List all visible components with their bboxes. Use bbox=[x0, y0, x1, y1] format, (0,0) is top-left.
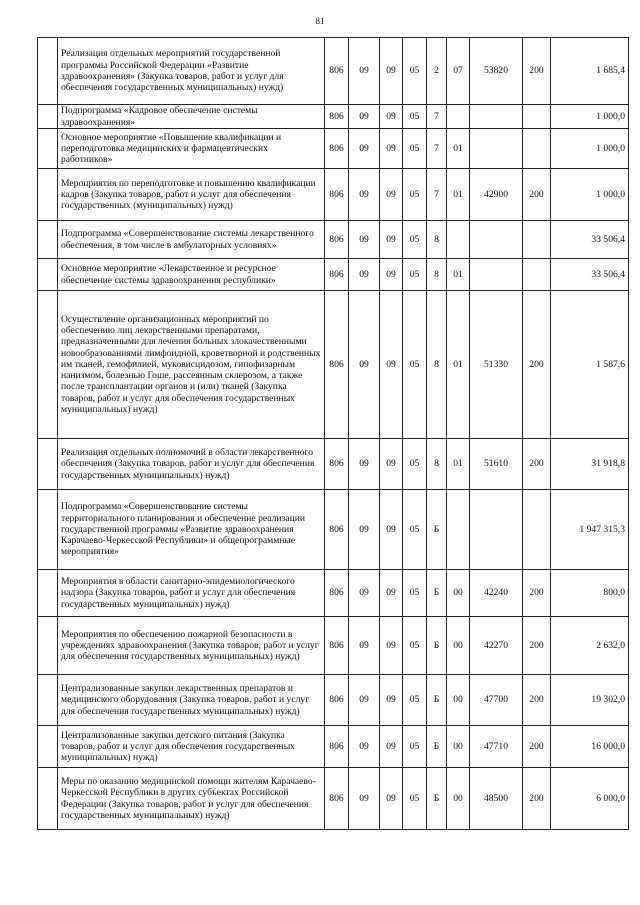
direction-code-cell bbox=[470, 259, 523, 291]
item-name-cell: Подпрограмма «Совершенствование системы лекарственного обеспечения, в том числе в амбулаторных условиях» bbox=[58, 221, 325, 259]
program-code-cell: 05 bbox=[403, 570, 427, 617]
table-row bbox=[38, 439, 629, 490]
direction-code-cell bbox=[470, 490, 523, 570]
subprogram-code-cell: 8 bbox=[427, 439, 447, 490]
program-code-cell: 05 bbox=[403, 105, 427, 129]
program-code-cell: 05 bbox=[403, 726, 427, 768]
item-name-cell: Мероприятия по обеспечению пожарной безопасности в учреждениях здравоохранения (Закупка товаров, работ и услуг для обеспечения государственных муниципальных) нужд) bbox=[58, 617, 325, 675]
expense-type-code-cell: 200 bbox=[523, 570, 551, 617]
direction-code-cell: 42240 bbox=[470, 570, 523, 617]
subprogram-code-cell: 7 bbox=[427, 129, 447, 169]
page-number: 81 bbox=[315, 16, 325, 26]
subprogram-code-cell: Б bbox=[427, 490, 447, 570]
event-code-cell: 00 bbox=[447, 768, 470, 830]
row-number-cell bbox=[38, 38, 58, 105]
table-row bbox=[38, 259, 629, 291]
subprogram-code-cell: 7 bbox=[427, 169, 447, 221]
expense-type-code-cell: 200 bbox=[523, 726, 551, 768]
section-code-cell: 09 bbox=[349, 105, 380, 129]
event-code-cell: 01 bbox=[447, 291, 470, 439]
subsection-code-cell: 09 bbox=[380, 291, 403, 439]
amount-cell: 6 000,0 bbox=[551, 768, 629, 830]
subsection-code-cell: 09 bbox=[380, 129, 403, 169]
direction-code-cell: 42270 bbox=[470, 617, 523, 675]
event-code-cell: 01 bbox=[447, 259, 470, 291]
event-code-cell: 07 bbox=[447, 38, 470, 105]
amount-cell: 1 000,0 bbox=[551, 169, 629, 221]
ministry-code-cell: 806 bbox=[325, 617, 349, 675]
event-code-cell: 00 bbox=[447, 617, 470, 675]
section-code-cell: 09 bbox=[349, 129, 380, 169]
row-number-cell bbox=[38, 105, 58, 129]
subprogram-code-cell: Б bbox=[427, 675, 447, 726]
expense-type-code-cell bbox=[523, 129, 551, 169]
subprogram-code-cell: Б bbox=[427, 726, 447, 768]
amount-cell: 33 506,4 bbox=[551, 221, 629, 259]
section-code-cell: 09 bbox=[349, 259, 380, 291]
row-number-cell bbox=[38, 439, 58, 490]
amount-cell: 31 918,8 bbox=[551, 439, 629, 490]
subsection-code-cell: 09 bbox=[380, 169, 403, 221]
table-row bbox=[38, 768, 629, 830]
program-code-cell: 05 bbox=[403, 617, 427, 675]
expense-type-code-cell bbox=[523, 490, 551, 570]
amount-cell: 1 000,0 bbox=[551, 129, 629, 169]
subsection-code-cell: 09 bbox=[380, 221, 403, 259]
event-code-cell bbox=[447, 490, 470, 570]
direction-code-cell bbox=[470, 221, 523, 259]
amount-cell: 1 947 315,3 bbox=[551, 490, 629, 570]
row-number-cell bbox=[38, 768, 58, 830]
item-name-cell: Осуществление организационных мероприятий по обеспечению лиц лекарственными препаратами, предназначенными для лечения больных злокачественными новообразованиями лимфоидной, кроветворной и родственных им тканей, гемофилией, муковисцидозом, гипофизарным нанизмом, болезнью Гоше, рассеянным склерозом, а также после трансплантации органов и (или) тканей (Закупка товаров, работ и услуг для обеспечения государственных муниципальных) нужд) bbox=[58, 291, 325, 439]
subprogram-code-cell: Б bbox=[427, 768, 447, 830]
section-code-cell: 09 bbox=[349, 675, 380, 726]
subsection-code-cell: 09 bbox=[380, 439, 403, 490]
expense-type-code-cell: 200 bbox=[523, 291, 551, 439]
row-number-cell bbox=[38, 490, 58, 570]
expense-type-code-cell: 200 bbox=[523, 38, 551, 105]
subsection-code-cell: 09 bbox=[380, 768, 403, 830]
table-row bbox=[38, 617, 629, 675]
direction-code-cell: 47700 bbox=[470, 675, 523, 726]
item-name-cell: Основное мероприятие «Повышение квалификации и переподготовка медицинских и фармацевтических работников» bbox=[58, 129, 325, 169]
table-row bbox=[38, 291, 629, 439]
ministry-code-cell: 806 bbox=[325, 570, 349, 617]
section-code-cell: 09 bbox=[349, 439, 380, 490]
subsection-code-cell: 09 bbox=[380, 490, 403, 570]
direction-code-cell: 53820 bbox=[470, 38, 523, 105]
subsection-code-cell: 09 bbox=[380, 105, 403, 129]
program-code-cell: 05 bbox=[403, 129, 427, 169]
event-code-cell: 00 bbox=[447, 675, 470, 726]
item-name-cell: Основное мероприятие «Лекарственное и ресурсное обеспечение системы здравоохранения республики» bbox=[58, 259, 325, 291]
row-number-cell bbox=[38, 570, 58, 617]
ministry-code-cell: 806 bbox=[325, 439, 349, 490]
subprogram-code-cell: Б bbox=[427, 617, 447, 675]
table-body bbox=[38, 38, 629, 830]
amount-cell: 16 000,0 bbox=[551, 726, 629, 768]
item-name-cell: Централизованные закупки лекарственных препаратов и медицинского оборудования (Закупка товаров, работ и услуг для обеспечения государственных муниципальных) нужд) bbox=[58, 675, 325, 726]
amount-cell: 800,0 bbox=[551, 570, 629, 617]
event-code-cell: 01 bbox=[447, 129, 470, 169]
subprogram-code-cell: Б bbox=[427, 570, 447, 617]
table-row bbox=[38, 221, 629, 259]
ministry-code-cell: 806 bbox=[325, 768, 349, 830]
event-code-cell bbox=[447, 221, 470, 259]
expense-type-code-cell bbox=[523, 105, 551, 129]
amount-cell: 33 506,4 bbox=[551, 259, 629, 291]
table-row bbox=[38, 169, 629, 221]
subsection-code-cell: 09 bbox=[380, 617, 403, 675]
subsection-code-cell: 09 bbox=[380, 726, 403, 768]
program-code-cell: 05 bbox=[403, 259, 427, 291]
table-row bbox=[38, 490, 629, 570]
subprogram-code-cell: 8 bbox=[427, 291, 447, 439]
expense-type-code-cell bbox=[523, 221, 551, 259]
item-name-cell: Реализация отдельных мероприятий государственной программы Российской Федерации «Развитие здравоохранения» (Закупка товаров, работ и услуг для обеспечения государственных муниципальных) нужд) bbox=[58, 38, 325, 105]
item-name-cell: Мероприятия в области санитарно-эпидемиологического надзора (Закупка товаров, работ и услуг для обеспечения государственных муниципальных) нужд) bbox=[58, 570, 325, 617]
table-row bbox=[38, 675, 629, 726]
ministry-code-cell: 806 bbox=[325, 105, 349, 129]
table-row bbox=[38, 726, 629, 768]
item-name-cell: Меры по оказанию медицинской помощи жителям Карачаево-Черкесской Республики в других субъектах Российской Федерации (Закупка товаров, работ и услуг для обеспечения государственных муниципальных) нужд) bbox=[58, 768, 325, 830]
section-code-cell: 09 bbox=[349, 169, 380, 221]
program-code-cell: 05 bbox=[403, 490, 427, 570]
subsection-code-cell: 09 bbox=[380, 570, 403, 617]
amount-cell: 2 632,0 bbox=[551, 617, 629, 675]
ministry-code-cell: 806 bbox=[325, 169, 349, 221]
event-code-cell: 00 bbox=[447, 726, 470, 768]
ministry-code-cell: 806 bbox=[325, 675, 349, 726]
ministry-code-cell: 806 bbox=[325, 221, 349, 259]
event-code-cell: 01 bbox=[447, 169, 470, 221]
row-number-cell bbox=[38, 291, 58, 439]
event-code-cell: 01 bbox=[447, 439, 470, 490]
item-name-cell: Централизованные закупки детского питания (Закупка товаров, работ и услуг для обеспечения государственных муниципальных) нужд) bbox=[58, 726, 325, 768]
subprogram-code-cell: 7 bbox=[427, 105, 447, 129]
section-code-cell: 09 bbox=[349, 726, 380, 768]
expense-type-code-cell: 200 bbox=[523, 675, 551, 726]
ministry-code-cell: 806 bbox=[325, 490, 349, 570]
event-code-cell: 00 bbox=[447, 570, 470, 617]
amount-cell: 19 302,0 bbox=[551, 675, 629, 726]
program-code-cell: 05 bbox=[403, 439, 427, 490]
subsection-code-cell: 09 bbox=[380, 259, 403, 291]
item-name-cell: Мероприятия по переподготовке и повышению квалификации кадров (Закупка товаров, работ и услуг для обеспечения государственных (муниципальных) нужд) bbox=[58, 169, 325, 221]
subsection-code-cell: 09 bbox=[380, 675, 403, 726]
budget-table bbox=[37, 37, 629, 830]
item-name-cell: Подпрограмма «Кадровое обеспечение системы здравоохранения» bbox=[58, 105, 325, 129]
program-code-cell: 05 bbox=[403, 169, 427, 221]
amount-cell: 1 587,6 bbox=[551, 291, 629, 439]
amount-cell: 1 685,4 bbox=[551, 38, 629, 105]
event-code-cell bbox=[447, 105, 470, 129]
expense-type-code-cell: 200 bbox=[523, 169, 551, 221]
ministry-code-cell: 806 bbox=[325, 259, 349, 291]
program-code-cell: 05 bbox=[403, 675, 427, 726]
row-number-cell bbox=[38, 169, 58, 221]
section-code-cell: 09 bbox=[349, 768, 380, 830]
section-code-cell: 09 bbox=[349, 38, 380, 105]
program-code-cell: 05 bbox=[403, 38, 427, 105]
expense-type-code-cell bbox=[523, 259, 551, 291]
row-number-cell bbox=[38, 259, 58, 291]
subprogram-code-cell: 8 bbox=[427, 259, 447, 291]
section-code-cell: 09 bbox=[349, 291, 380, 439]
direction-code-cell bbox=[470, 105, 523, 129]
row-number-cell bbox=[38, 726, 58, 768]
program-code-cell: 05 bbox=[403, 221, 427, 259]
expense-type-code-cell: 200 bbox=[523, 768, 551, 830]
row-number-cell bbox=[38, 129, 58, 169]
table-row bbox=[38, 129, 629, 169]
row-number-cell bbox=[38, 617, 58, 675]
expense-type-code-cell: 200 bbox=[523, 439, 551, 490]
ministry-code-cell: 806 bbox=[325, 291, 349, 439]
row-number-cell bbox=[38, 675, 58, 726]
row-number-cell bbox=[38, 221, 58, 259]
program-code-cell: 05 bbox=[403, 291, 427, 439]
item-name-cell: Подпрограмма «Совершенствование системы территориального планирования и обеспечение реализации государственной программы «Развитие здравоохранения Карачаево-Черкесской Республики» и общепрограммные мероприятия» bbox=[58, 490, 325, 570]
subsection-code-cell: 09 bbox=[380, 38, 403, 105]
table-row bbox=[38, 38, 629, 105]
direction-code-cell: 42900 bbox=[470, 169, 523, 221]
subprogram-code-cell: 2 bbox=[427, 38, 447, 105]
expense-type-code-cell: 200 bbox=[523, 617, 551, 675]
section-code-cell: 09 bbox=[349, 490, 380, 570]
section-code-cell: 09 bbox=[349, 617, 380, 675]
table-row bbox=[38, 105, 629, 129]
section-code-cell: 09 bbox=[349, 570, 380, 617]
table-row bbox=[38, 570, 629, 617]
item-name-cell: Реализация отдельных полномочий в области лекарственного обеспечения (Закупка товаров, работ и услуг для обеспечения государственных муниципальных) нужд) bbox=[58, 439, 325, 490]
section-code-cell: 09 bbox=[349, 221, 380, 259]
amount-cell: 1 000,0 bbox=[551, 105, 629, 129]
direction-code-cell: 51330 bbox=[470, 291, 523, 439]
direction-code-cell: 47710 bbox=[470, 726, 523, 768]
subprogram-code-cell: 8 bbox=[427, 221, 447, 259]
ministry-code-cell: 806 bbox=[325, 38, 349, 105]
direction-code-cell bbox=[470, 129, 523, 169]
direction-code-cell: 51610 bbox=[470, 439, 523, 490]
ministry-code-cell: 806 bbox=[325, 726, 349, 768]
direction-code-cell: 48500 bbox=[470, 768, 523, 830]
program-code-cell: 05 bbox=[403, 768, 427, 830]
ministry-code-cell: 806 bbox=[325, 129, 349, 169]
